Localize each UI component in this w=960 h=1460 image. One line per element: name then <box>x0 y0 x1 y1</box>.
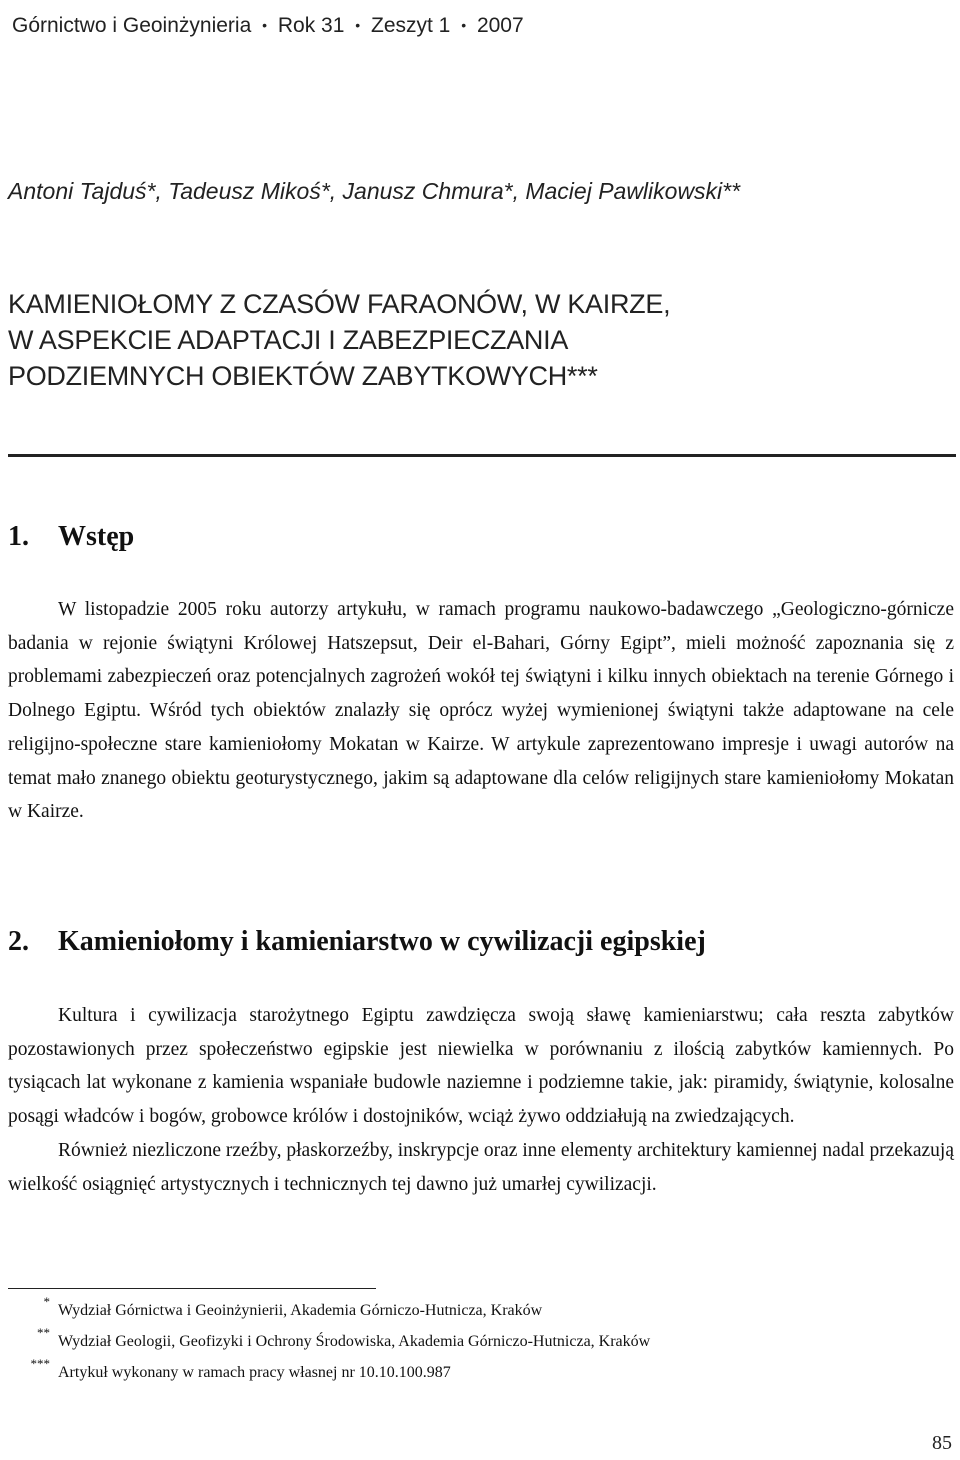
journal-header <box>12 14 524 38</box>
section-title: Kamieniołomy i kamieniarstwo w cywilizacji egipskiej <box>58 926 706 957</box>
page-number: 85 <box>932 1432 952 1454</box>
paragraph: W listopadzie 2005 roku autorzy artykułu, w ramach programu naukowo-badawczego „Geologiczno-górnicze badania w rejonie świątyni Królowej Hatszepsut, Deir el-Bahari, Górny Egipt”, mieli możność zapoznania się z problemami zabezpieczeń oraz potencjalnych zagrożeń wokół tej świątyni i kilku innych obiektach na terenie Górnego i Dolnego Egiptu. Wśród tych obiektów znalazły się oprócz wyżej wymienionej świątyni także adaptowane na cele religijno-społeczne stare kamieniołomy Mokatan w Kairze. W artykule zaprezentowano impresje i uwagi autorów na temat mało znanego obiektu geoturystycznego, jakim są adaptowane dla celów religijnych stare kamieniołomy Mokatan w Kairze. <box>8 599 954 823</box>
journal-name: Górnictwo i Geoinżynieria <box>12 14 252 37</box>
footnote-text: Artykuł wykonany w ramach pracy własnej nr 10.10.100.987 <box>58 1364 451 1381</box>
footnote <box>8 1294 908 1331</box>
section-body <box>8 593 954 829</box>
footnotes <box>8 1294 908 1393</box>
paragraph: Również niezliczone rzeźby, płaskorzeźby, inskrypcje oraz inne elementy architektury kamiennej nadal przekazują wielkość osiągnięć artystycznych i technicznych tej dawno już umarłej cywilizacji. <box>8 1139 954 1195</box>
section-heading <box>8 521 134 553</box>
journal-issue: Zeszyt 1 <box>371 14 451 37</box>
section-number: 2. <box>8 926 29 957</box>
bullet-icon: • <box>461 17 467 33</box>
footnote-mark: *** <box>30 1356 50 1371</box>
section-heading <box>8 926 706 958</box>
footnote-divider <box>8 1288 376 1289</box>
footnote <box>8 1356 908 1393</box>
footnote-text: Wydział Geologii, Geofizyki i Ochrony Środowiska, Akademia Górniczo-Hutnicza, Kraków <box>58 1333 651 1350</box>
section-number: 1. <box>8 521 29 552</box>
footnote <box>8 1325 908 1362</box>
section-body <box>8 999 954 1201</box>
footnote-mark: * <box>43 1294 50 1309</box>
paragraph: Kultura i cywilizacja starożytnego Egiptu zawdzięcza swoją sławę kamieniarstwu; cała reszta zabytków pozostawionych przez społeczeństwo egipskie jest niewielka w porównaniu z ilością zabytków kamiennych. Po tysiącach lat wykonane z kamienia wspaniałe budowle naziemne i podziemne takie, jak: piramidy, świątynie, kolosalne posągi władców i bogów, grobowce królów i dostojników, wciąż żywo oddziałują na zwiedzających. <box>8 1005 954 1128</box>
journal-volume: Rok 31 <box>277 14 345 37</box>
title-line: KAMIENIOŁOMY Z CZASÓW FARAONÓW, W KAIRZE, <box>8 289 671 319</box>
article-title <box>8 286 670 394</box>
title-divider <box>8 454 956 457</box>
bullet-icon: • <box>355 17 361 33</box>
title-line: PODZIEMNYCH OBIEKTÓW ZABYTKOWYCH*** <box>8 361 598 391</box>
title-line: W ASPEKCIE ADAPTACJI I ZABEZPIECZANIA <box>8 325 569 355</box>
footnote-text: Wydział Górnictwa i Geoinżynierii, Akademia Górniczo-Hutnicza, Kraków <box>58 1302 543 1319</box>
author-list: Antoni Tajduś*, Tadeusz Mikoś*, Janusz Chmura*, Maciej Pawlikowski** <box>8 178 741 204</box>
journal-year: 2007 <box>476 14 524 37</box>
footnote-mark: ** <box>37 1325 50 1340</box>
bullet-icon: • <box>262 17 268 33</box>
section-title: Wstęp <box>58 521 135 552</box>
